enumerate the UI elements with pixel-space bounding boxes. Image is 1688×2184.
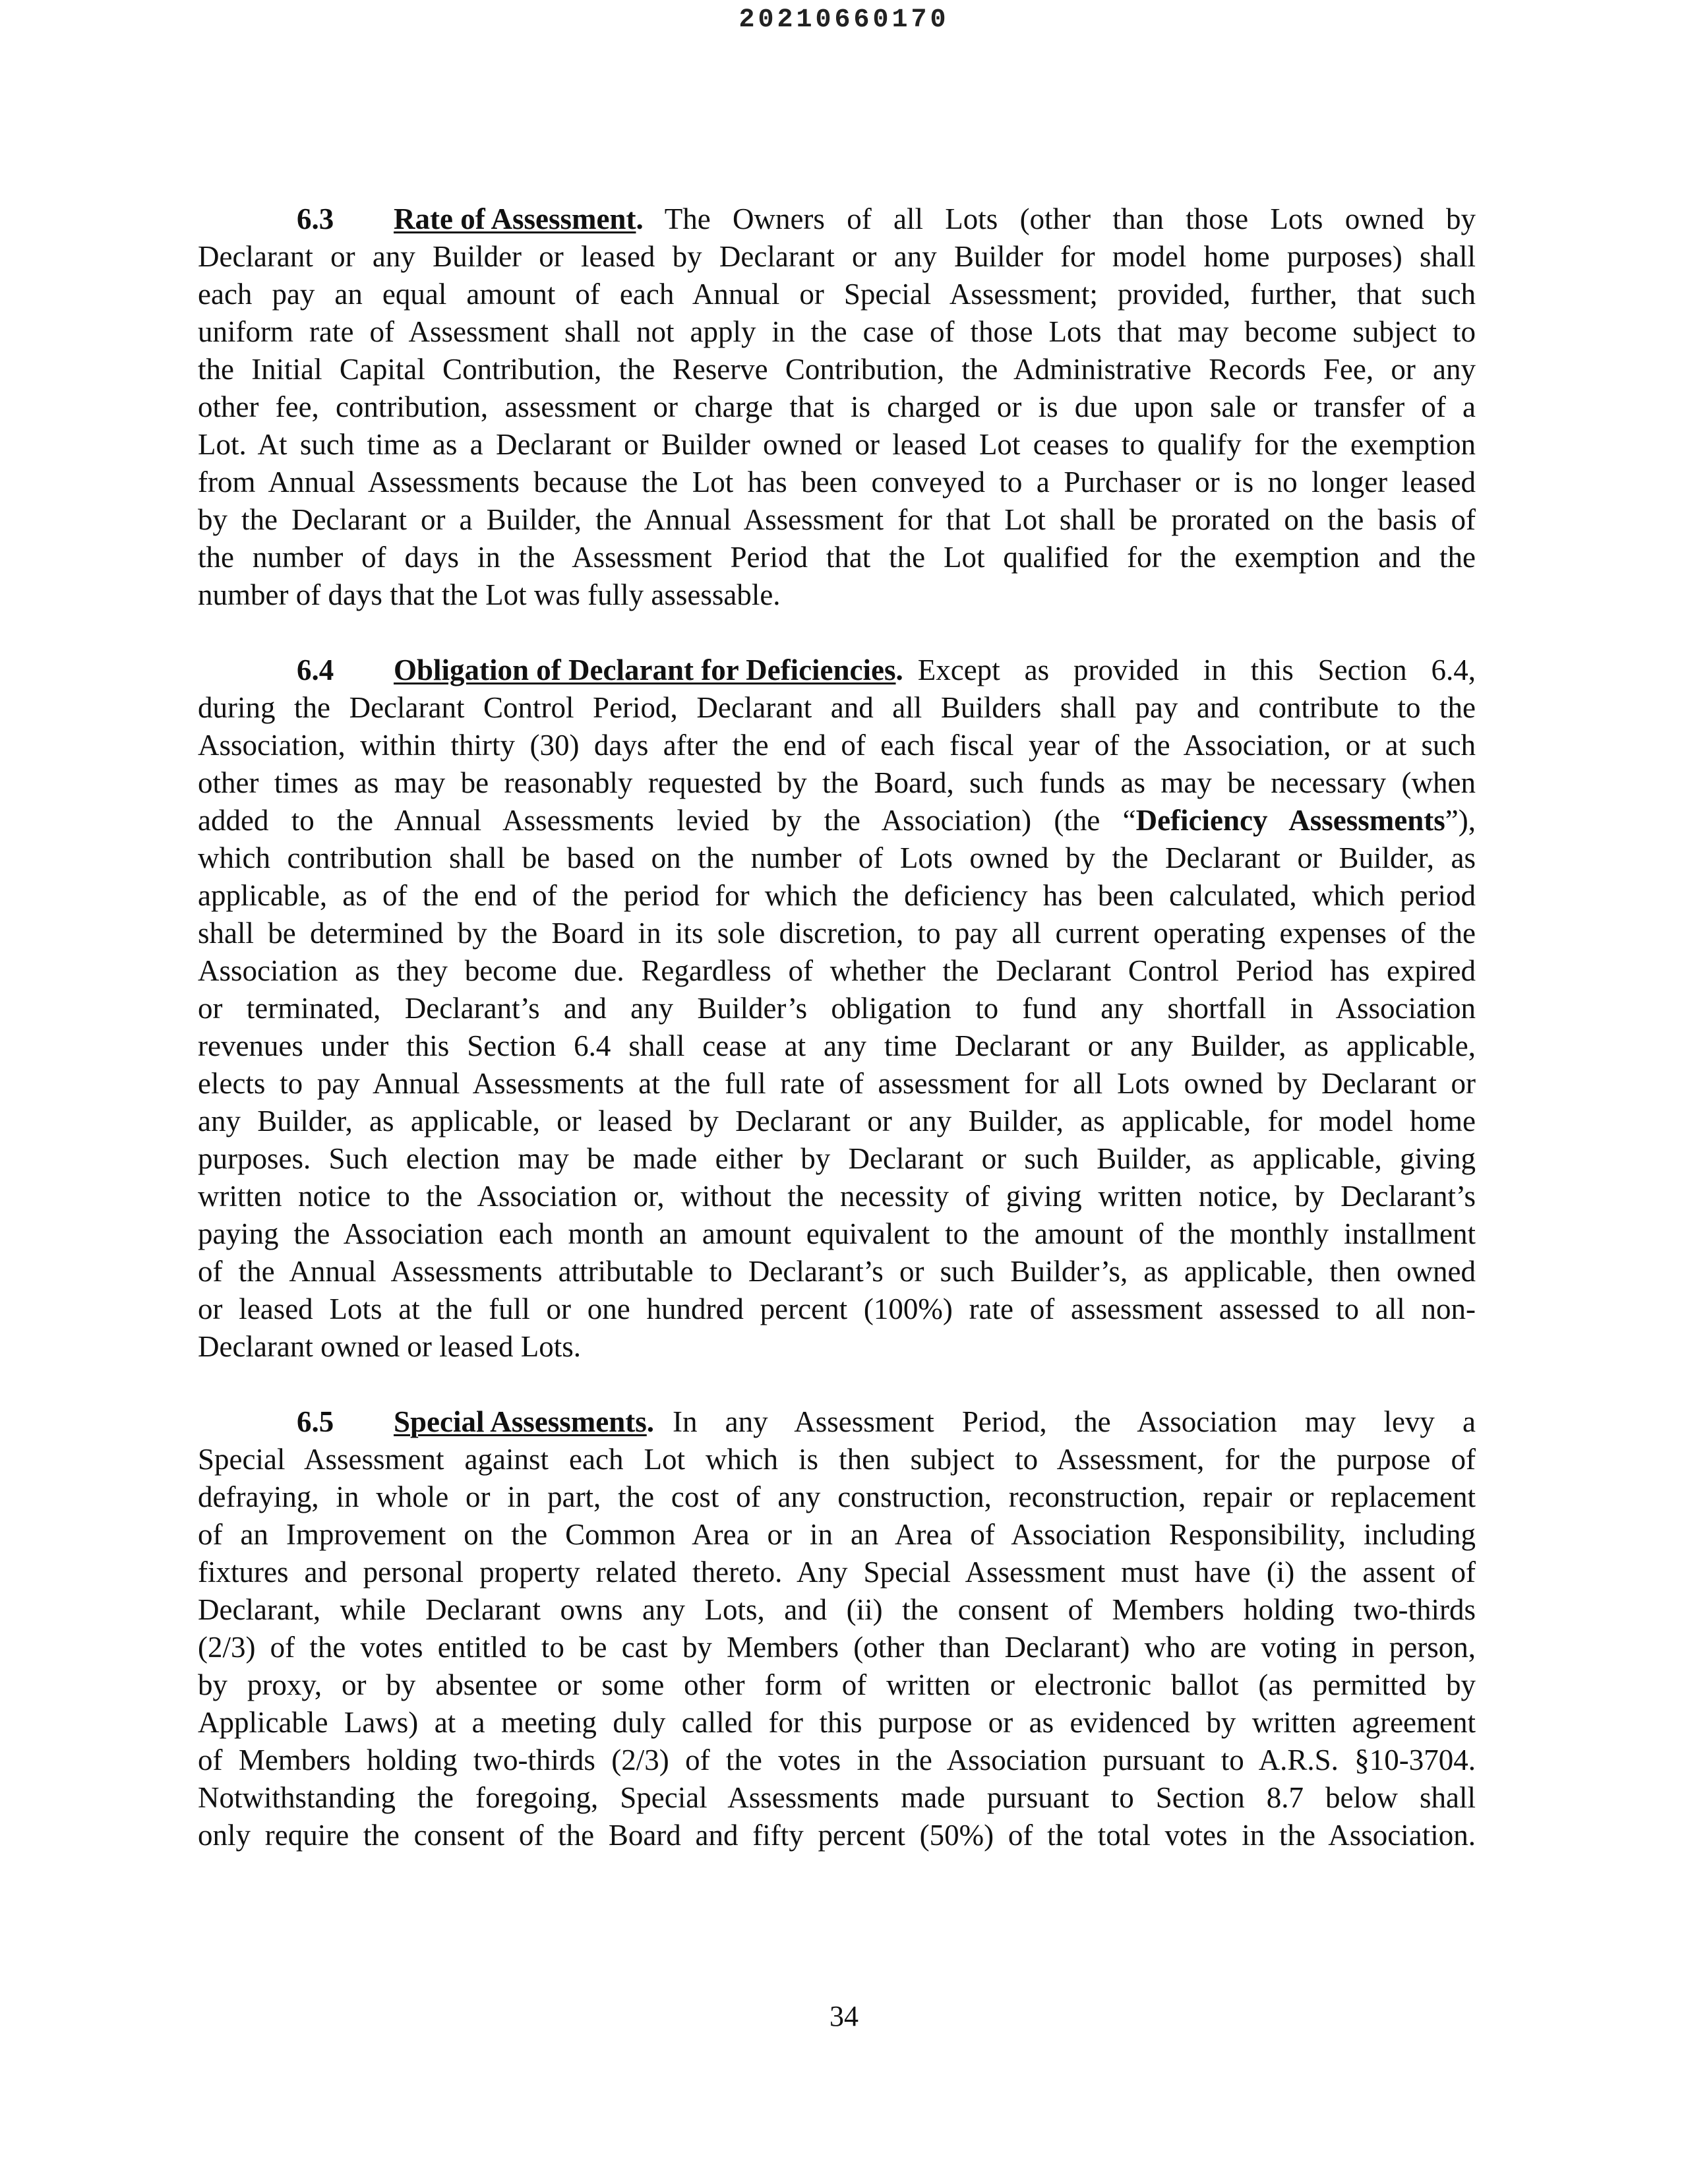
- section-first-line-text: The Owners of all Lots (other than those Lots owned by: [664, 202, 1476, 235]
- document-body: [198, 200, 1476, 1892]
- defined-term: Deficiency Assessments: [1135, 804, 1445, 837]
- section-6-3: [198, 200, 1476, 614]
- text-line: which contribution shall be based on the number of Lots owned by the Declarant or Builder, as: [198, 841, 1476, 874]
- section-heading: Special Assessments: [394, 1405, 647, 1438]
- text-line: of an Improvement on the Common Area or in an Area of Association Responsibility, including: [198, 1518, 1476, 1551]
- text-line: by proxy, or by absentee or some other form of written or electronic ballot (as permitted by: [198, 1668, 1476, 1701]
- section-heading: Obligation of Declarant for Deficiencies: [394, 653, 896, 686]
- text-line: other fee, contribution, assessment or charge that is charged or is due upon sale or transfer of a: [198, 390, 1476, 423]
- document-number: 20210660170: [738, 5, 950, 35]
- text-line: fixtures and personal property related thereto. Any Special Assessment must have (i) the assent of: [198, 1556, 1476, 1589]
- text-line: only require the consent of the Board and fifty percent (50%) of the total votes in the Association.: [198, 1819, 1476, 1852]
- text-line: paying the Association each month an amount equivalent to the amount of the monthly installment: [198, 1217, 1476, 1250]
- text-line: written notice to the Association or, without the necessity of giving written notice, by Declarant’s: [198, 1180, 1476, 1213]
- text-line: applicable, as of the end of the period for which the deficiency has been calculated, which period: [198, 879, 1476, 912]
- text-line: other times as may be reasonably requested by the Board, such funds as may be necessary (when: [198, 766, 1476, 799]
- text-line-last: number of days that the Lot was fully assessable.: [198, 578, 781, 611]
- section-number: 6.5: [297, 1405, 334, 1438]
- text-line: Notwithstanding the foregoing, Special Assessments made pursuant to Section 8.7 below shall: [198, 1781, 1476, 1814]
- text-line: the number of days in the Assessment Period that the Lot qualified for the exemption and the: [198, 541, 1476, 574]
- text-line: any Builder, as applicable, or leased by Declarant or any Builder, as applicable, for model home: [198, 1105, 1476, 1138]
- text-line: defraying, in whole or in part, the cost of any construction, reconstruction, repair or replacement: [198, 1480, 1476, 1513]
- text-line: Applicable Laws) at a meeting duly called for this purpose or as evidenced by written agreement: [198, 1706, 1476, 1739]
- section-first-line-text: In any Assessment Period, the Association may levy a: [673, 1405, 1476, 1438]
- section-number: 6.4: [297, 653, 334, 686]
- text-line: Special Assessment against each Lot which is then subject to Assessment, for the purpose of: [198, 1443, 1476, 1476]
- text-line: Declarant, while Declarant owns any Lots, and (ii) the consent of Members holding two-thirds: [198, 1593, 1476, 1626]
- text-line: Association as they become due. Regardless of whether the Declarant Control Period has expired: [198, 954, 1476, 987]
- defined-term-line: added to the Annual Assessments levied by the Association) (the “Deficiency Assessments”),: [198, 804, 1476, 837]
- text-line: or terminated, Declarant’s and any Builder’s obligation to fund any shortfall in Association: [198, 992, 1476, 1025]
- section-6-4: [198, 652, 1476, 1366]
- section-first-line: 6.5 Special Assessments . In any Assessment Period, the Association may levy a: [198, 1403, 1476, 1441]
- text-line-last: Declarant owned or leased Lots.: [198, 1330, 582, 1363]
- text-line: revenues under this Section 6.4 shall cease at any time Declarant or any Builder, as applicable,: [198, 1029, 1476, 1062]
- text-line: from Annual Assessments because the Lot has been conveyed to a Purchaser or is no longer leased: [198, 466, 1476, 499]
- section-first-line: 6.3 Rate of Assessment . The Owners of all Lots (other than those Lots owned by: [198, 200, 1476, 238]
- section-6-5: [198, 1403, 1476, 1854]
- section-number: 6.3: [297, 202, 334, 235]
- text-line: Association, within thirty (30) days after the end of each fiscal year of the Association, or at such: [198, 729, 1476, 762]
- text-line: of the Annual Assessments attributable to Declarant’s or such Builder’s, as applicable, then owned: [198, 1255, 1476, 1288]
- text-line: during the Declarant Control Period, Declarant and all Builders shall pay and contribute to the: [198, 691, 1476, 724]
- section-first-line: 6.4 Obligation of Declarant for Deficiencies . Except as provided in this Section 6.4,: [198, 652, 1476, 689]
- section-first-line-text: Except as provided in this Section 6.4,: [917, 653, 1476, 686]
- text-line: or leased Lots at the full or one hundred percent (100%) rate of assessment assessed to all non-: [198, 1292, 1476, 1325]
- text-line: purposes. Such election may be made either by Declarant or such Builder, as applicable, giving: [198, 1142, 1476, 1175]
- text-line: of Members holding two-thirds (2/3) of the votes in the Association pursuant to A.R.S. §10-3704.: [198, 1744, 1476, 1776]
- text-line: (2/3) of the votes entitled to be cast by Members (other than Declarant) who are voting in person,: [198, 1631, 1476, 1664]
- text-line: Lot. At such time as a Declarant or Builder owned or leased Lot ceases to qualify for the exemption: [198, 428, 1476, 461]
- text-line: by the Declarant or a Builder, the Annual Assessment for that Lot shall be prorated on the basis of: [198, 503, 1476, 536]
- section-heading: Rate of Assessment: [394, 202, 636, 235]
- text-line: Declarant or any Builder or leased by Declarant or any Builder for model home purposes) shall: [198, 240, 1476, 273]
- text-line: uniform rate of Assessment shall not apply in the case of those Lots that may become subject to: [198, 315, 1476, 348]
- text-line: elects to pay Annual Assessments at the full rate of assessment for all Lots owned by Declarant or: [198, 1067, 1476, 1100]
- page-number: 34: [829, 2000, 859, 2032]
- text-line: shall be determined by the Board in its sole discretion, to pay all current operating expenses of the: [198, 917, 1476, 950]
- text-line: the Initial Capital Contribution, the Reserve Contribution, the Administrative Records Fee, or any: [198, 353, 1476, 386]
- text-line: each pay an equal amount of each Annual or Special Assessment; provided, further, that such: [198, 278, 1476, 311]
